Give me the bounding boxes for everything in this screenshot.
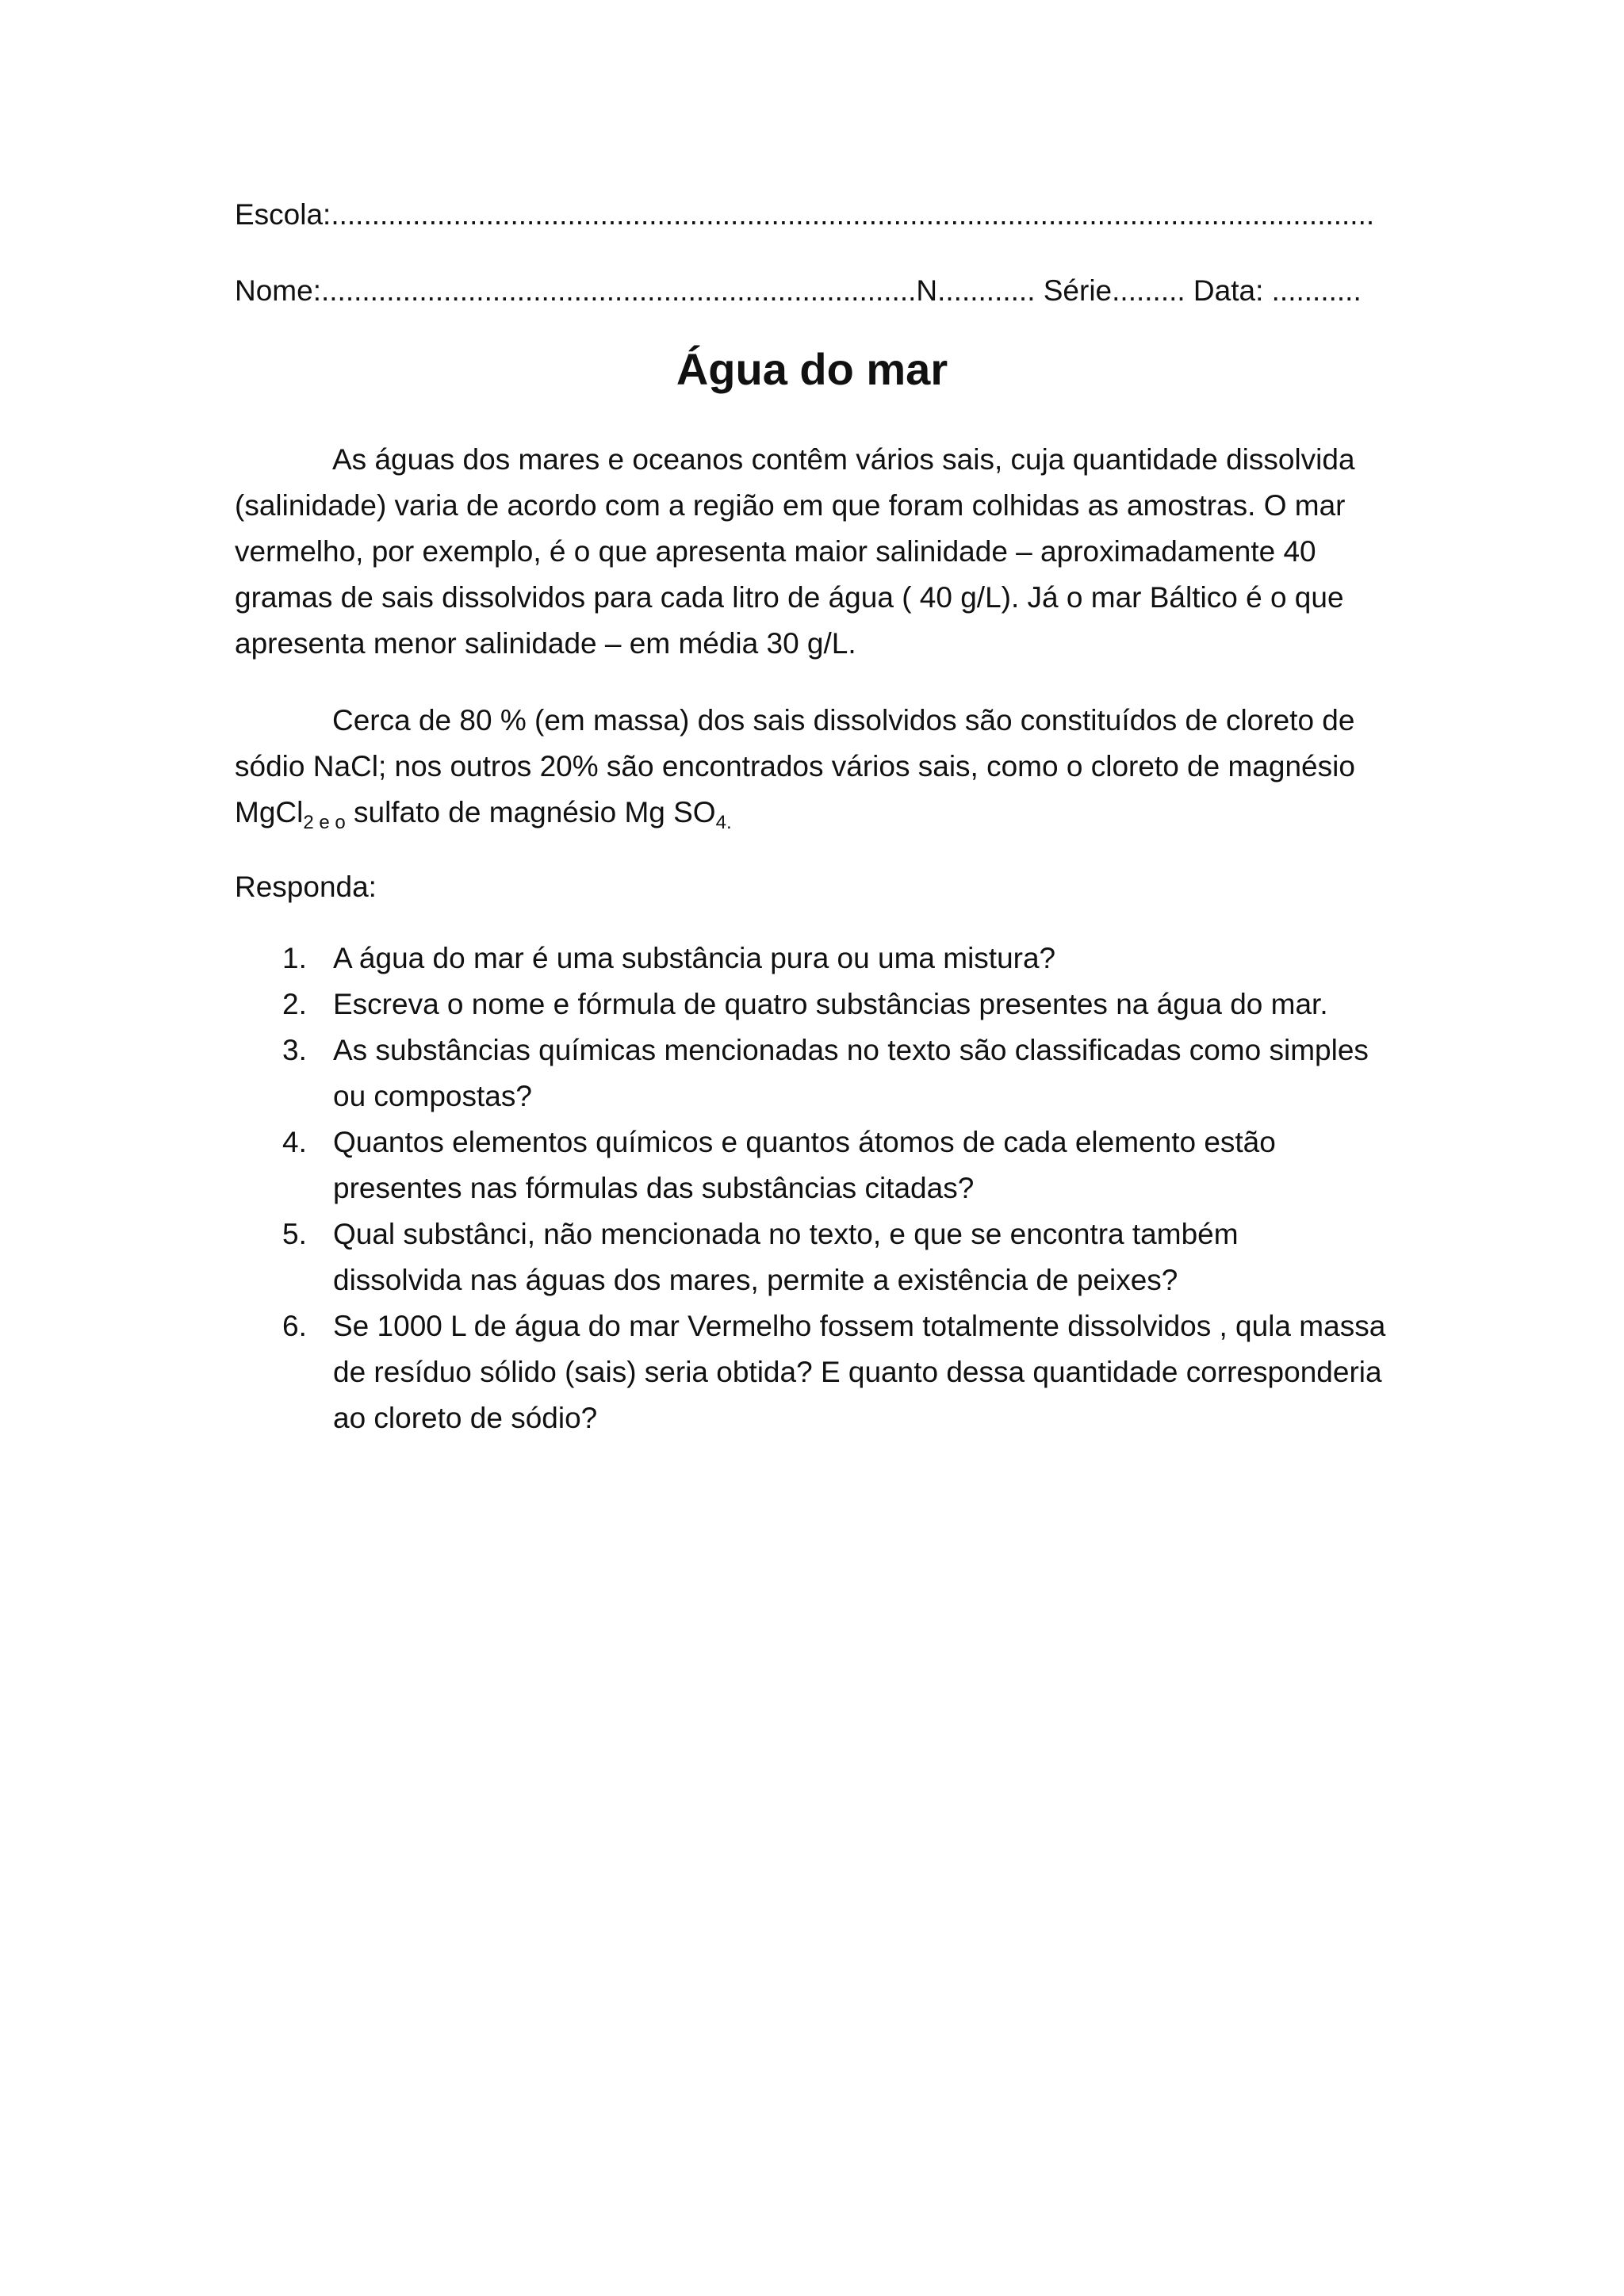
mgcl-subscript: 2 e o bbox=[303, 812, 346, 833]
paragraph-2-line: sódio NaCl; nos outros 20% são encontrados vários sais, como o cloreto de magnésio bbox=[235, 750, 1355, 783]
question-line: A água do mar é uma substância pura ou uma mistura? bbox=[333, 942, 1056, 974]
mgcl-formula: MgCl bbox=[235, 796, 304, 828]
name-field: Nome:.........................................................................N............ Série......... Data: ........... bbox=[235, 274, 1362, 307]
paragraph-2-line: Cerca de 80 % (em massa) dos sais dissolvidos são constituídos de cloreto de bbox=[332, 704, 1355, 737]
question-item bbox=[235, 1119, 1385, 1211]
so4-subscript: 4. bbox=[715, 812, 732, 833]
question-line: As substâncias químicas mencionadas no texto são classificadas como simples bbox=[333, 1034, 1369, 1066]
question-line: ou compostas? bbox=[333, 1080, 532, 1112]
question-line: Escreva o nome e fórmula de quatro substâncias presentes na água do mar. bbox=[333, 988, 1328, 1020]
question-number: 5. bbox=[282, 1218, 307, 1250]
question-line: dissolvida nas águas dos mares, permite a existência de peixes? bbox=[333, 1264, 1178, 1296]
paragraph-1-line: vermelho, por exemplo, é o que apresenta maior salinidade – aproximadamente 40 bbox=[235, 535, 1316, 568]
questions-list bbox=[235, 936, 1385, 1441]
question-number: 4. bbox=[282, 1126, 307, 1158]
document-title: Água do mar bbox=[676, 344, 948, 394]
question-number: 2. bbox=[282, 988, 307, 1020]
question-line: Quantos elementos químicos e quantos átomos de cada elemento estão bbox=[333, 1126, 1276, 1158]
question-line: ao cloreto de sódio? bbox=[333, 1402, 598, 1434]
paragraph-1 bbox=[235, 437, 1400, 667]
sulfato-text: sulfato de magnésio Mg SO bbox=[345, 796, 716, 828]
paragraph-2 bbox=[235, 698, 1400, 836]
question-line: Se 1000 L de água do mar Vermelho fossem totalmente dissolvidos , qula massa bbox=[333, 1310, 1386, 1342]
question-line: Qual substânci, não mencionada no texto, e que se encontra também bbox=[333, 1218, 1239, 1250]
question-line: presentes nas fórmulas das substâncias citadas? bbox=[333, 1172, 975, 1204]
paragraph-1-line: As águas dos mares e oceanos contêm vários sais, cuja quantidade dissolvida bbox=[332, 443, 1355, 476]
question-item bbox=[235, 1303, 1385, 1441]
question-item bbox=[235, 982, 1385, 1027]
school-field: Escola:................................................................................................................................ bbox=[235, 198, 1375, 231]
question-line: de resíduo sólido (sais) seria obtida? E quanto dessa quantidade corresponderia bbox=[333, 1356, 1382, 1388]
question-item bbox=[235, 936, 1385, 982]
question-item bbox=[235, 1027, 1385, 1119]
responda-label: Responda: bbox=[235, 871, 377, 903]
paragraph-1-line: (salinidade) varia de acordo com a região em que foram colhidas as amostras. O mar bbox=[235, 489, 1346, 522]
paragraph-2-line-formula bbox=[235, 790, 1400, 836]
paragraph-1-line: apresenta menor salinidade – em média 30 g/L. bbox=[235, 627, 856, 660]
paragraph-1-line: gramas de sais dissolvidos para cada litro de água ( 40 g/L). Já o mar Báltico é o que bbox=[235, 581, 1344, 614]
question-item bbox=[235, 1211, 1385, 1303]
question-number: 1. bbox=[282, 942, 307, 974]
question-number: 6. bbox=[282, 1310, 307, 1342]
question-number: 3. bbox=[282, 1034, 307, 1066]
